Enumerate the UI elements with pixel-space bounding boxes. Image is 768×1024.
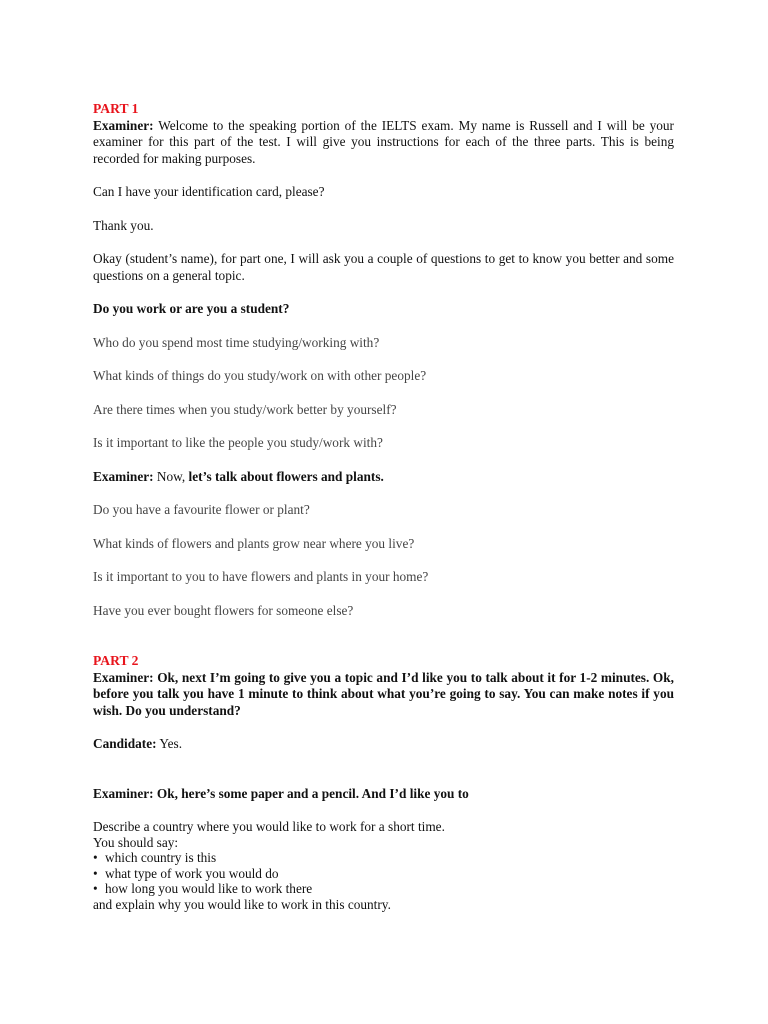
examiner-label: Examiner: <box>93 468 154 484</box>
question-item: What kinds of things do you study/work on with other people? <box>93 368 427 383</box>
topic-flowers-plants <box>93 469 674 486</box>
question-item: What kinds of flowers and plants grow near where you live? <box>93 535 415 551</box>
question-item: Is it important to you to have flowers and plants in your home? <box>93 569 429 584</box>
candidate-label: Candidate: <box>93 736 157 751</box>
cue-bullet <box>93 850 674 866</box>
question-item: Have you ever bought flowers for someone else? <box>93 602 354 618</box>
paper-instruction: Examiner: Ok, here’s some paper and a pencil. And I’d like you to <box>93 785 469 801</box>
candidate-response <box>93 736 674 753</box>
bullet-icon: • <box>93 850 98 865</box>
part2-heading: PART 2 <box>93 653 139 668</box>
cue-describe: Describe a country where you would like to work for a short time. <box>93 819 445 834</box>
cue-explain: and explain why you would like to work in this country. <box>93 896 391 912</box>
intro-text: Welcome to the speaking portion of the IELTS exam. My name is Russell and I will be your examiner for this part of the test. I will give you instructions for each of the three parts. This is being recorded for making purposes. <box>93 117 674 166</box>
examiner-label: Examiner: <box>93 117 154 133</box>
document-page <box>93 101 674 912</box>
bullet-icon: • <box>93 881 98 896</box>
cue-card <box>93 819 674 912</box>
topic-title: let’s talk about flowers and plants. <box>188 468 384 484</box>
thank-you-line: Thank you. <box>93 217 154 233</box>
cue-bullet <box>93 881 674 897</box>
part2-instructions: Examiner: Ok, next I’m going to give you a topic and I’d like you to talk about it for 1-2 minutes. Ok, before you talk you have 1 minute to think about what you’re going to say. You can make notes if you wish. Do you understand? <box>93 669 674 718</box>
id-card-request: Can I have your identification card, please? <box>93 184 325 199</box>
cue-bullet <box>93 866 674 882</box>
topic-transition: Now, <box>153 468 189 484</box>
question-item: Who do you spend most time studying/working with? <box>93 334 380 350</box>
part1-heading: PART 1 <box>93 101 139 116</box>
question-item: Is it important to like the people you study/work with? <box>93 435 383 450</box>
topic-work-study: Do you work or are you a student? <box>93 301 290 316</box>
question-item: Do you have a favourite flower or plant? <box>93 502 310 517</box>
cue-bullet-text: how long you would like to work there <box>105 881 313 896</box>
part1-intro <box>93 118 674 168</box>
bullet-icon: • <box>93 865 98 881</box>
candidate-reply: Yes. <box>156 736 183 751</box>
part1-explanation: Okay (student’s name), for part one, I will ask you a couple of questions to get to know you better and some questions on a general topic. <box>93 251 674 283</box>
cue-bullet-text: what type of work you would do <box>105 865 279 881</box>
cue-you-should-say: You should say: <box>93 834 179 850</box>
question-item: Are there times when you study/work better by yourself? <box>93 401 397 417</box>
cue-bullet-text: which country is this <box>105 850 217 865</box>
